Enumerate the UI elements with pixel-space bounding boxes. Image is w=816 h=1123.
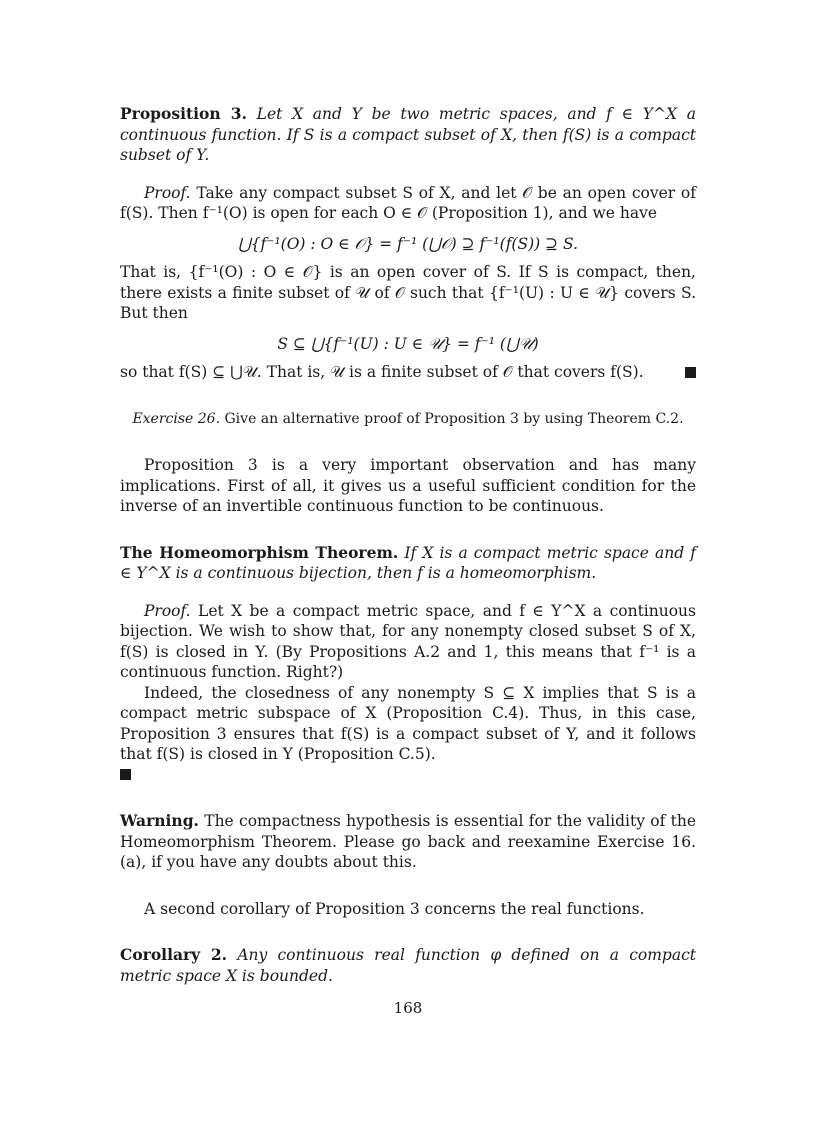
proof-2-paragraph — [120, 601, 696, 683]
proof-1-text-3: so that f(S) ⊆ ⋃𝒰. That is, 𝒰 is a finite subset of 𝒪 that covers f(S). — [120, 363, 644, 381]
qed-symbol-2 — [120, 769, 131, 780]
qed-symbol — [685, 367, 696, 378]
corollary-2 — [120, 945, 696, 986]
warning-text: The compactness hypothesis is essential for the validity of the Homeomorphism Theorem. Please go back and reexamine Exercise 16.(a), if you have any doubts about this. — [120, 812, 696, 871]
proof-2-label: Proof. — [144, 601, 191, 620]
equation-2: S ⊆ ⋃{f⁻¹(U) : U ∈ 𝒰} = f⁻¹ (⋃𝒰) — [277, 334, 539, 353]
warning-label: Warning. — [120, 811, 199, 830]
homeomorphism-theorem-text: If X is a compact metric space and f ∈ Y^X is a continuous bijection, then f is a homeomorphism. — [120, 543, 696, 582]
proof-2-paragraph-2 — [120, 683, 696, 786]
equation-1: ⋃{f⁻¹(O) : O ∈ 𝒪} = f⁻¹ (⋃𝒪) ⊇ f⁻¹(f(S)) ⊇ S. — [237, 234, 579, 253]
exercise-26 — [120, 409, 696, 430]
proof-1-conclusion — [120, 362, 696, 383]
exercise-26-label: Exercise 26. — [132, 410, 221, 427]
page-number: 168 — [393, 999, 423, 1017]
corollary-2-label: Corollary 2. — [120, 945, 228, 964]
proof-1-paragraph — [120, 183, 696, 224]
warning-paragraph — [120, 811, 696, 873]
homeomorphism-theorem — [120, 543, 696, 584]
proof-1-label: Proof. — [144, 183, 191, 202]
corollary-2-text: Any continuous real function φ defined on a compact metric space X is bounded. — [120, 946, 696, 985]
proof-2-text: Let X be a compact metric space, and f ∈ Y^X a continuous bijection. We wish to show that, for any nonempty closed subset S of X, f(S) is closed in Y. (By Propositions A.2 and 1, this means that f⁻¹ is a continuous function. Right?) — [120, 601, 696, 681]
proof-1-text-2: That is, {f⁻¹(O) : O ∈ 𝒪} is an open cover of S. If S is compact, then, there exists a finite subset of 𝒰 of 𝒪 such that {f⁻¹(U) : U ∈ 𝒰} covers S. But then — [120, 263, 696, 322]
proposition-3 — [120, 104, 696, 166]
homeomorphism-theorem-label: The Homeomorphism Theorem. — [120, 542, 399, 562]
proposition-3-label: Proposition 3. — [120, 104, 247, 123]
page-body — [120, 104, 696, 986]
exercise-26-text: Give an alternative proof of Proposition 3 by using Theorem C.2. — [224, 410, 684, 427]
paragraph-second-corollary: A second corollary of Proposition 3 concerns the real functions. — [144, 899, 645, 918]
proof-2-text-2: Indeed, the closedness of any nonempty S ⊆ X implies that S is a compact metric subspace of X (Proposition C.4). Thus, in this case, Proposition 3 ensures that f(S) is a compact subset of Y, and it follows that f(S) is closed in Y (Proposition C.5). — [120, 683, 696, 763]
proposition-3-text: Let X and Y be two metric spaces, and f ∈ Y^X a continuous function. If S is a compact subset of X, then f(S) is a compact subset of Y. — [120, 105, 696, 164]
paragraph-implications: Proposition 3 is a very important observation and has many implications. First of all, it gives us a useful sufficient condition for the inverse of an invertible continuous function to be continuous. — [120, 456, 696, 515]
proof-1-text: Take any compact subset S of X, and let 𝒪 be an open cover of f(S). Then f⁻¹(O) is open for each O ∈ 𝒪 (Proposition 1), and we have — [120, 183, 696, 222]
